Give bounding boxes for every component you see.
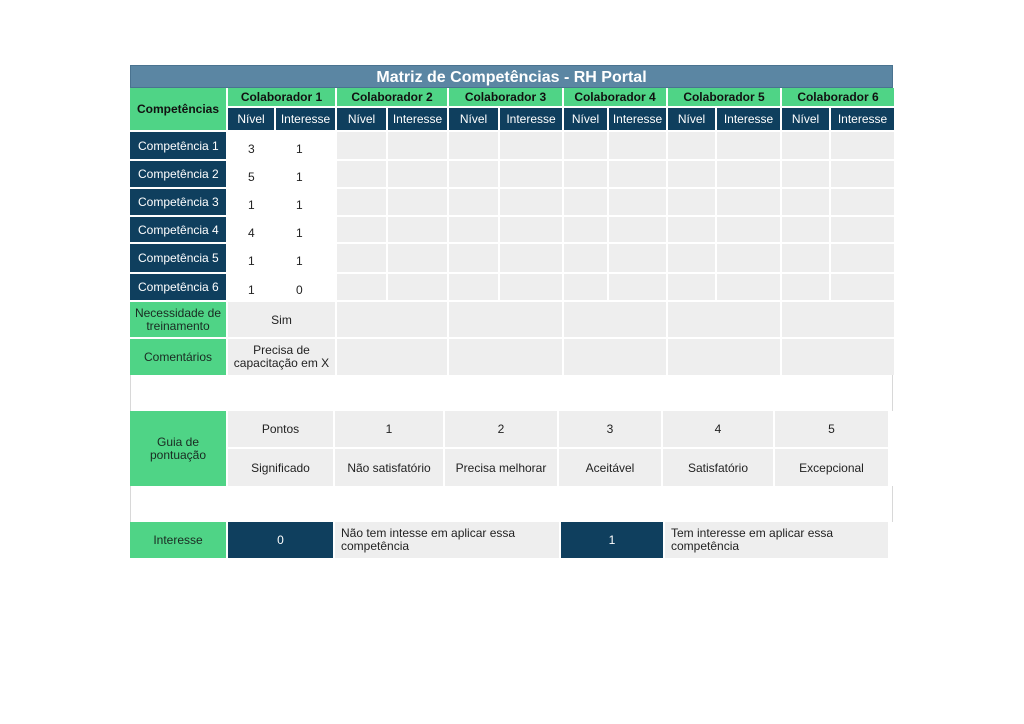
empty-cell bbox=[717, 244, 780, 272]
colaborador-header: Colaborador 1 bbox=[228, 88, 335, 106]
colaborador-header: Colaborador 2 bbox=[337, 88, 447, 106]
empty-cell bbox=[500, 217, 562, 242]
empty-cell bbox=[782, 161, 829, 187]
empty-cell bbox=[449, 217, 498, 242]
comentarios-cell bbox=[668, 339, 780, 375]
interesse-cell: 0 bbox=[276, 274, 335, 300]
empty-cell bbox=[609, 274, 666, 300]
competencia-label: Competência 6 bbox=[130, 274, 226, 300]
empty-cell bbox=[564, 274, 607, 300]
interesse-one-text: Tem interesse em aplicar essa competência bbox=[665, 522, 888, 558]
competency-matrix bbox=[130, 65, 893, 558]
empty-cell bbox=[831, 132, 894, 159]
nivel-cell: 1 bbox=[228, 189, 274, 215]
competencia-label: Competência 5 bbox=[130, 244, 226, 272]
empty-cell bbox=[564, 189, 607, 215]
empty-cell bbox=[564, 161, 607, 187]
significado-cell: Satisfatório bbox=[663, 449, 773, 486]
interesse-cell: 1 bbox=[276, 189, 335, 215]
empty-cell bbox=[337, 132, 386, 159]
ponto-cell: 3 bbox=[559, 411, 661, 447]
interesse-zero-text: Não tem intesse em aplicar essa competência bbox=[335, 522, 559, 558]
empty-cell bbox=[782, 244, 829, 272]
interesse-header: Interesse bbox=[500, 108, 562, 130]
interesse-header: Interesse bbox=[717, 108, 780, 130]
necessidade-value: Sim bbox=[228, 302, 335, 337]
empty-cell bbox=[337, 189, 386, 215]
empty-cell bbox=[388, 161, 447, 187]
comentarios-label: Comentários bbox=[130, 339, 226, 375]
interesse-header: Interesse bbox=[609, 108, 666, 130]
interesse-header: Interesse bbox=[831, 108, 894, 130]
competencia-label: Competência 1 bbox=[130, 132, 226, 159]
empty-cell bbox=[668, 161, 715, 187]
empty-cell bbox=[500, 189, 562, 215]
necessidade-cell bbox=[782, 302, 894, 337]
nivel-header: Nível bbox=[564, 108, 607, 130]
interesse-legend-label: Interesse bbox=[130, 522, 226, 558]
empty-cell bbox=[388, 274, 447, 300]
comentarios-cell bbox=[564, 339, 666, 375]
empty-cell bbox=[668, 274, 715, 300]
empty-cell bbox=[831, 161, 894, 187]
empty-cell bbox=[717, 189, 780, 215]
empty-cell bbox=[717, 274, 780, 300]
interesse-cell: 1 bbox=[276, 244, 335, 272]
nivel-cell: 3 bbox=[228, 132, 274, 159]
empty-cell bbox=[831, 217, 894, 242]
interesse-cell: 1 bbox=[276, 161, 335, 187]
empty-cell bbox=[782, 189, 829, 215]
empty-cell bbox=[564, 132, 607, 159]
necessidade-cell bbox=[449, 302, 562, 337]
competencias-header: Competências bbox=[130, 88, 226, 130]
necessidade-label: Necessidade de treinamento bbox=[130, 302, 226, 337]
empty-cell bbox=[609, 189, 666, 215]
empty-cell bbox=[609, 244, 666, 272]
empty-cell bbox=[831, 274, 894, 300]
colaborador-header: Colaborador 5 bbox=[668, 88, 780, 106]
significado-cell: Aceitável bbox=[559, 449, 661, 486]
comentarios-cell bbox=[449, 339, 562, 375]
empty-cell bbox=[782, 132, 829, 159]
guia-label: Guia de pontuação bbox=[130, 411, 226, 486]
competencia-label: Competência 2 bbox=[130, 161, 226, 187]
necessidade-cell bbox=[668, 302, 780, 337]
ponto-cell: 2 bbox=[445, 411, 557, 447]
empty-cell bbox=[337, 274, 386, 300]
nivel-cell: 4 bbox=[228, 217, 274, 242]
interesse-cell: 1 bbox=[276, 132, 335, 159]
empty-cell bbox=[564, 217, 607, 242]
empty-cell bbox=[668, 217, 715, 242]
empty-cell bbox=[782, 217, 829, 242]
interesse-legend bbox=[130, 522, 893, 558]
necessidade-cell bbox=[337, 302, 447, 337]
page-title: Matriz de Competências - RH Portal bbox=[130, 65, 893, 88]
empty-cell bbox=[449, 132, 498, 159]
competencia-label: Competência 4 bbox=[130, 217, 226, 242]
empty-cell bbox=[668, 132, 715, 159]
interesse-one-value: 1 bbox=[561, 522, 663, 558]
guia-grid bbox=[130, 411, 893, 486]
nivel-header: Nível bbox=[782, 108, 829, 130]
empty-cell bbox=[782, 274, 829, 300]
significado-label: Significado bbox=[228, 449, 333, 486]
competencia-label: Competência 3 bbox=[130, 189, 226, 215]
empty-cell bbox=[337, 217, 386, 242]
empty-cell bbox=[717, 132, 780, 159]
necessidade-cell bbox=[564, 302, 666, 337]
interesse-zero-value: 0 bbox=[228, 522, 333, 558]
nivel-cell: 1 bbox=[228, 274, 274, 300]
interesse-header: Interesse bbox=[388, 108, 447, 130]
empty-cell bbox=[449, 161, 498, 187]
empty-cell bbox=[388, 189, 447, 215]
empty-cell bbox=[668, 189, 715, 215]
empty-cell bbox=[609, 161, 666, 187]
nivel-header: Nível bbox=[668, 108, 715, 130]
nivel-header: Nível bbox=[449, 108, 498, 130]
ponto-cell: 5 bbox=[775, 411, 888, 447]
nivel-cell: 5 bbox=[228, 161, 274, 187]
comentarios-value: Precisa de capacitação em X bbox=[228, 339, 335, 375]
empty-cell bbox=[388, 217, 447, 242]
empty-cell bbox=[717, 161, 780, 187]
nivel-header: Nível bbox=[337, 108, 386, 130]
empty-cell bbox=[449, 244, 498, 272]
empty-cell bbox=[449, 189, 498, 215]
empty-cell bbox=[500, 274, 562, 300]
empty-cell bbox=[500, 244, 562, 272]
empty-cell bbox=[609, 217, 666, 242]
interesse-header: Interesse bbox=[276, 108, 335, 130]
empty-cell bbox=[609, 132, 666, 159]
colaborador-header: Colaborador 3 bbox=[449, 88, 562, 106]
empty-cell bbox=[717, 217, 780, 242]
significado-cell: Não satisfatório bbox=[335, 449, 443, 486]
empty-cell bbox=[337, 244, 386, 272]
colaborador-header: Colaborador 6 bbox=[782, 88, 894, 106]
comentarios-cell bbox=[337, 339, 447, 375]
comentarios-cell bbox=[782, 339, 894, 375]
significado-cell: Excepcional bbox=[775, 449, 888, 486]
empty-cell bbox=[500, 132, 562, 159]
ponto-cell: 1 bbox=[335, 411, 443, 447]
interesse-cell: 1 bbox=[276, 217, 335, 242]
significado-cell: Precisa melhorar bbox=[445, 449, 557, 486]
nivel-header: Nível bbox=[228, 108, 274, 130]
empty-cell bbox=[388, 244, 447, 272]
pontos-label: Pontos bbox=[228, 411, 333, 447]
section-spacer bbox=[130, 486, 893, 522]
colaborador-header: Colaborador 4 bbox=[564, 88, 666, 106]
empty-cell bbox=[668, 244, 715, 272]
empty-cell bbox=[337, 161, 386, 187]
empty-cell bbox=[831, 189, 894, 215]
empty-cell bbox=[564, 244, 607, 272]
empty-cell bbox=[449, 274, 498, 300]
empty-cell bbox=[831, 244, 894, 272]
matrix-grid bbox=[130, 88, 893, 375]
empty-cell bbox=[500, 161, 562, 187]
empty-cell bbox=[388, 132, 447, 159]
nivel-cell: 1 bbox=[228, 244, 274, 272]
ponto-cell: 4 bbox=[663, 411, 773, 447]
section-spacer bbox=[130, 375, 893, 411]
